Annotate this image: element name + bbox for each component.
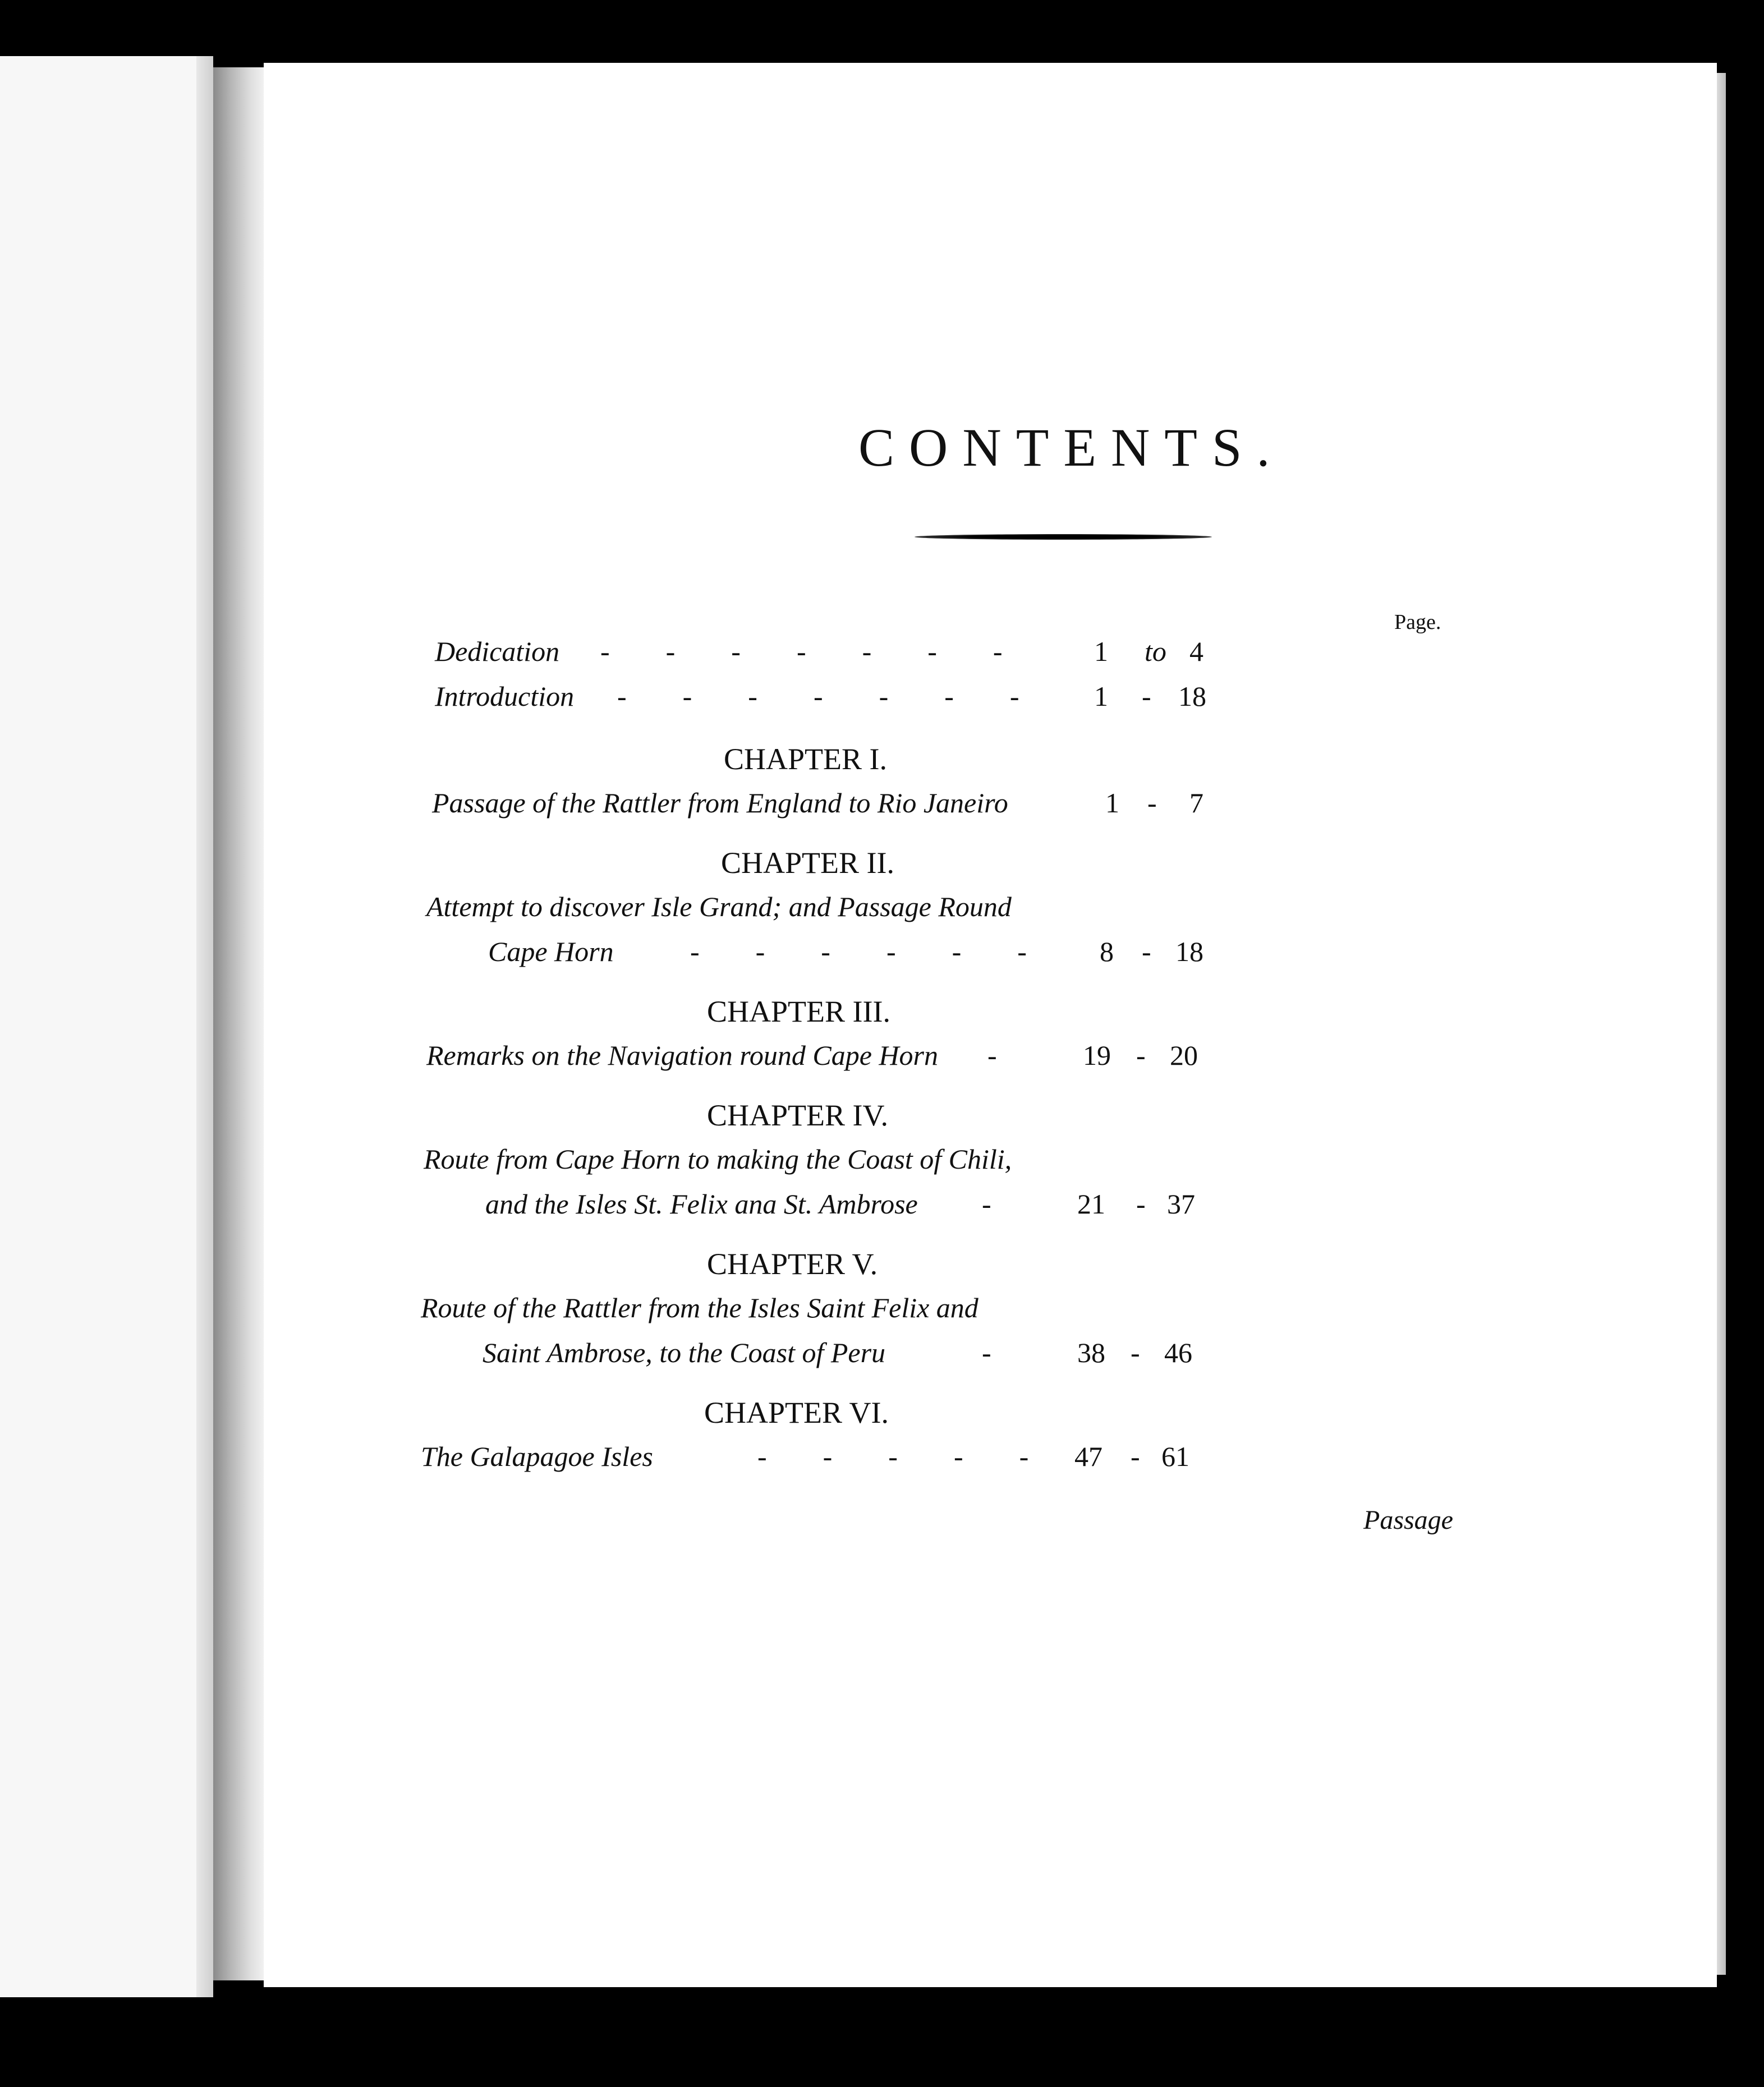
- page-to: 4: [1189, 636, 1203, 667]
- entry-title: Attempt to discover Isle Grand; and Passage Round: [426, 891, 1012, 922]
- book-gutter: [213, 67, 267, 1980]
- entry-title: Saint Ambrose, to the Coast of Peru: [483, 1337, 886, 1368]
- page-separator: -: [1136, 1040, 1146, 1071]
- entry-title: Route of the Rattler from the Isles Saint Felix and: [421, 1292, 979, 1323]
- contents-entry-introduction: [264, 680, 1717, 719]
- entry-title: and the Isles St. Felix ana St. Ambrose: [485, 1188, 918, 1220]
- chapter-heading: CHAPTER V.: [707, 1247, 878, 1281]
- chapter-heading: CHAPTER II.: [721, 846, 894, 880]
- page-separator: -: [1142, 681, 1151, 712]
- page-separator: -: [1142, 936, 1151, 967]
- dot-leaders: - - - - -: [757, 1441, 1029, 1472]
- page-to: 20: [1170, 1040, 1198, 1071]
- dot-leaders: - - - - - - -: [600, 636, 1003, 667]
- page-from: 21: [1077, 1188, 1105, 1220]
- title-rule: [915, 534, 1212, 540]
- page-separator: -: [1136, 1188, 1146, 1220]
- contents-entry: [264, 1143, 1717, 1182]
- contents-entry: [264, 1440, 1717, 1479]
- contents-entry: [264, 1039, 1717, 1078]
- chapter-heading: CHAPTER III.: [707, 995, 890, 1028]
- facing-page: [0, 56, 213, 1997]
- page-from: 38: [1077, 1337, 1105, 1368]
- chapter-heading: CHAPTER IV.: [707, 1098, 889, 1132]
- entry-title: Passage of the Rattler from England to Rio Janeiro: [432, 787, 1008, 819]
- page-to: 37: [1167, 1188, 1195, 1220]
- dot-leaders: -: [982, 1337, 991, 1368]
- entry-title: Remarks on the Navigation round Cape Horn: [426, 1040, 938, 1071]
- page-title: CONTENTS.: [858, 417, 1285, 477]
- page-separator: -: [1131, 1441, 1140, 1472]
- page-from: 1: [1105, 787, 1119, 819]
- page-to: 46: [1164, 1337, 1192, 1368]
- page-from: 19: [1083, 1040, 1111, 1071]
- dot-leaders: -: [982, 1188, 991, 1220]
- dot-leaders: -: [987, 1040, 997, 1071]
- page-column-header: Page.: [1394, 610, 1441, 634]
- chapter-heading: CHAPTER I.: [724, 742, 888, 776]
- entry-title: Cape Horn: [488, 936, 614, 967]
- page-separator: -: [1147, 787, 1157, 819]
- page-from: 8: [1100, 936, 1114, 967]
- facing-page-edge: [196, 56, 213, 1997]
- contents-entry: [264, 1291, 1717, 1331]
- entry-title: Introduction: [435, 681, 575, 712]
- contents-entry: [264, 1188, 1717, 1227]
- contents-entry: [264, 1336, 1717, 1376]
- page-from: 1: [1094, 636, 1108, 667]
- entry-title: Route from Cape Horn to making the Coast of Chili,: [424, 1143, 1012, 1175]
- contents-entry-dedication: [264, 635, 1717, 674]
- contents-entry: [264, 935, 1717, 974]
- page-from: 47: [1074, 1441, 1102, 1472]
- dot-leaders: - - - - - -: [690, 936, 1027, 967]
- page-to: 18: [1178, 681, 1206, 712]
- page-separator: to: [1145, 636, 1166, 667]
- chapter-heading: CHAPTER VI.: [704, 1396, 889, 1429]
- contents-page: [264, 63, 1717, 1987]
- entry-title: Dedication: [435, 636, 560, 667]
- page-from: 1: [1094, 681, 1108, 712]
- contents-entry: [264, 890, 1717, 930]
- contents-entry: [264, 787, 1717, 826]
- dot-leaders: - - - - - - -: [617, 681, 1019, 712]
- page-to: 61: [1161, 1441, 1189, 1472]
- entry-title: The Galapagoe Isles: [421, 1441, 653, 1472]
- page-separator: -: [1131, 1337, 1140, 1368]
- page-to: 7: [1189, 787, 1203, 819]
- page-to: 18: [1175, 936, 1203, 967]
- catchword: Passage: [1363, 1505, 1453, 1535]
